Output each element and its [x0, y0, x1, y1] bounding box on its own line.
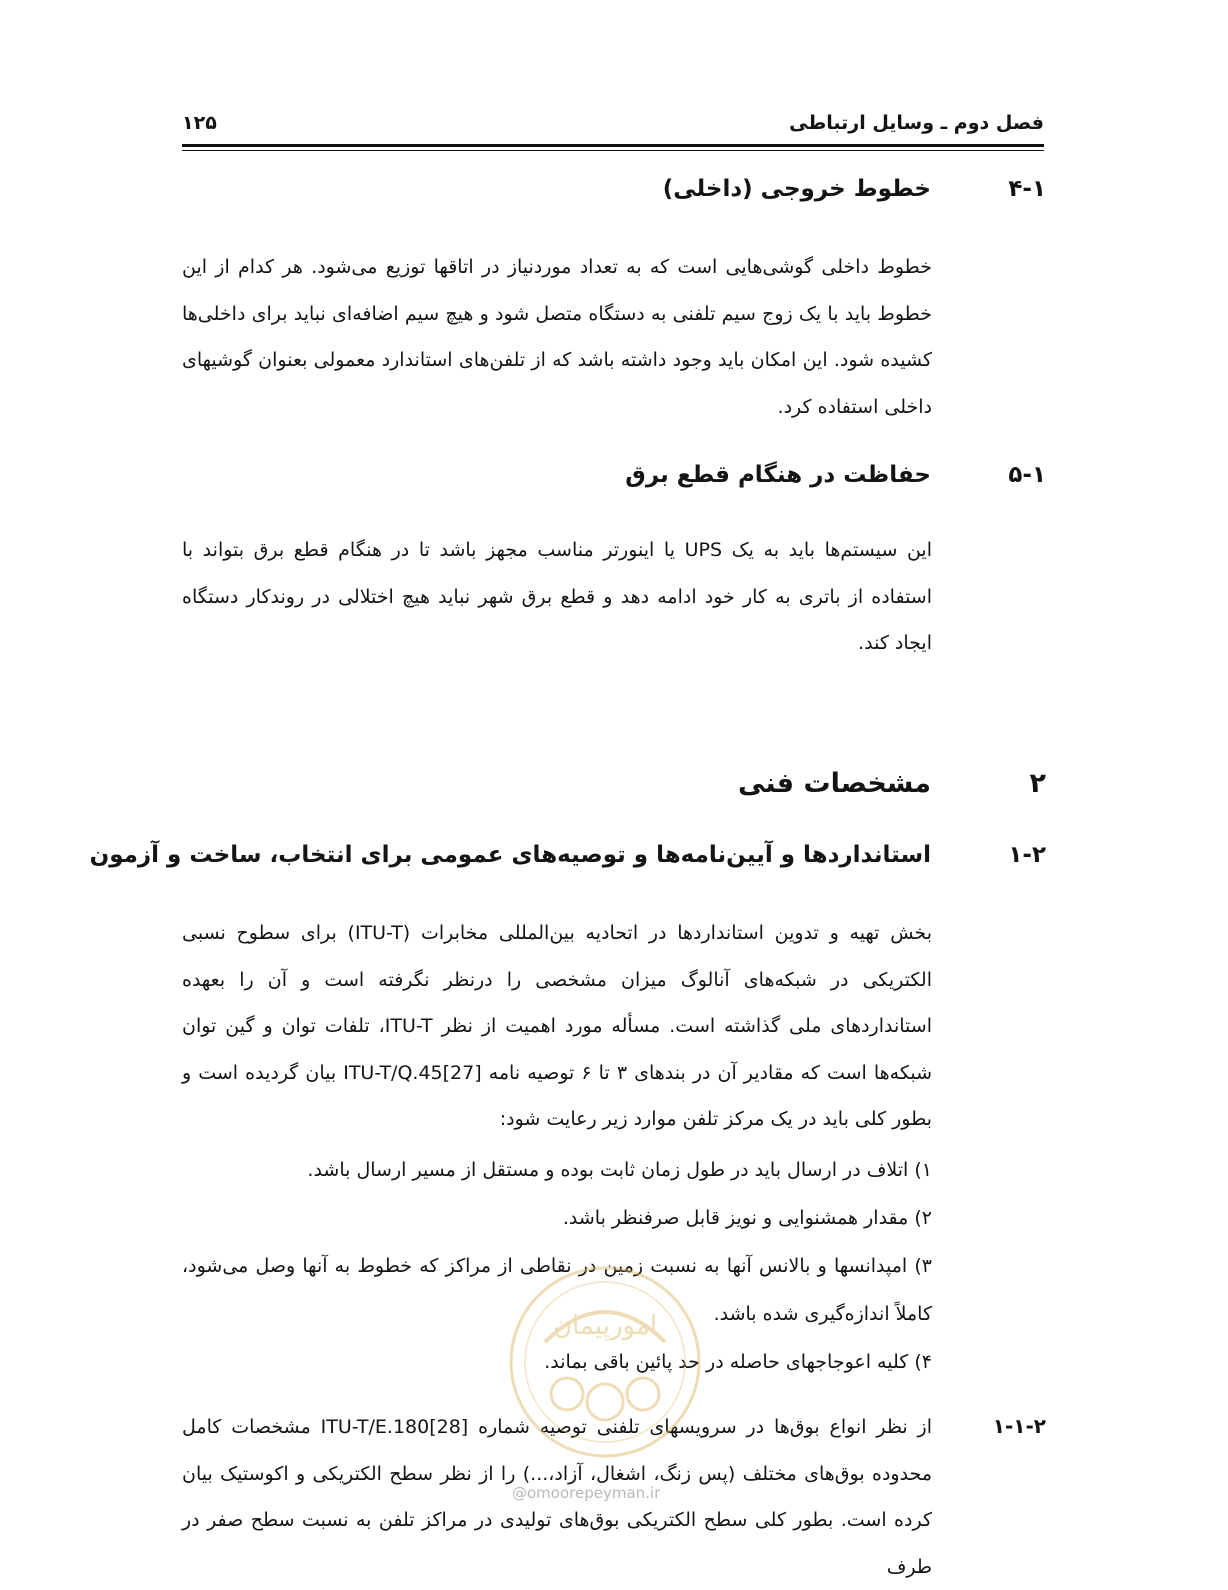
section-number: ۴-۱	[1008, 176, 1046, 202]
section-number: ۱-۲	[1008, 842, 1046, 868]
watermark-handle: @omoorepeyman.ir	[512, 1484, 661, 1502]
page-number: ۱۲۵	[182, 112, 217, 134]
list-item: ۳) امپدانسها و بالانس آنها به نسبت زمین در نقاطی از مراکز که خطوط به آنها وصل می‌شود، کاملاً اندازه‌گیری شده باشد.	[182, 1255, 932, 1325]
subsection-number: ۱-۱-۲	[992, 1414, 1046, 1438]
section-heading: خطوط خروجی (داخلی)	[662, 176, 931, 202]
chapter-heading: مشخصات فنی	[738, 768, 931, 799]
running-header	[182, 108, 1044, 144]
header-rule-thick	[182, 144, 1044, 147]
chapter-title: فصل دوم ـ وسایل ارتباطی	[789, 112, 1044, 134]
watermark-logo	[505, 1262, 705, 1462]
subsection-paragraph: از نظر انواع بوق‌ها در سرویسهای تلفنی توصیه شماره ITU-T/E.180[28] مشخصات کامل محدوده بوق‌های مختلف (پس زنگ، اشغال، آزاد،...) را از نظر سطح الکتریکی و اکوستیک بیان کرده است. بطور کلی سطح الکتریکی بوق‌های تولیدی در مراکز تلفن به نسبت سطح صفر در طرف	[182, 1416, 932, 1578]
header-rule-thin	[182, 150, 1044, 151]
chapter-number: ۲	[1029, 768, 1046, 799]
section-heading: استانداردها و آیین‌نامه‌ها و توصیه‌های عمومی برای انتخاب، ساخت و آزمون	[89, 842, 931, 868]
list-item: ۴) کلیه اعوجاجهای حاصله در حد پائین باقی بماند.	[544, 1351, 932, 1373]
section-heading: حفاظت در هنگام قطع برق	[625, 462, 931, 488]
watermark-logo-text: امورپیمان	[552, 1311, 658, 1341]
section-paragraph: بخش تهیه و تدوین استانداردها در اتحادیه بین‌المللی مخابرات (ITU-T) برای سطوح نسبی الکتریکی در شبکه‌های آنالوگ میزان مشخصی را درنظر نگرفته است و آن را بعهده استانداردهای ملی گذاشته است. مسأله مورد اهمیت از نظر ITU-T، تلفات توان و گین توان شبکه‌ها است که مقادیر آن در بندهای ۳ تا ۶ توصیه نامه ITU-T/Q.45[27] بیان گردیده است و بطور کلی باید در یک مرکز تلفن موارد زیر رعایت شود:	[182, 922, 932, 1130]
section-paragraph: این سیستم‌ها باید به یک UPS یا اینورتر مناسب مجهز باشد تا در هنگام قطع برق بتواند با استفاده از باتری به کار خود ادامه دهد و قطع برق شهر نباید هیچ اختلالی در روندکار دستگاه ایجاد کند.	[182, 539, 933, 654]
section-number: ۵-۱	[1008, 462, 1046, 488]
section-paragraph: خطوط داخلی گوشی‌هایی است که به تعداد موردنیاز در اتاقها توزیع می‌شود. هر کدام از این خطوط باید با یک زوج سیم تلفنی به دستگاه متصل شود و هیچ سیم اضافه‌ای نباید برای داخلی‌ها کشیده شود. این امکان باید وجود داشته باشد که از تلفن‌های استاندارد معمولی بعنوان گوشیهای داخلی استفاده کرد.	[182, 256, 932, 418]
list-item: ۱) اتلاف در ارسال باید در طول زمان ثابت بوده و مستقل از مسیر ارسال باشد.	[307, 1159, 932, 1181]
list-item: ۲) مقدار همشنوایی و نویز قابل صرفنظر باشد.	[562, 1207, 932, 1229]
